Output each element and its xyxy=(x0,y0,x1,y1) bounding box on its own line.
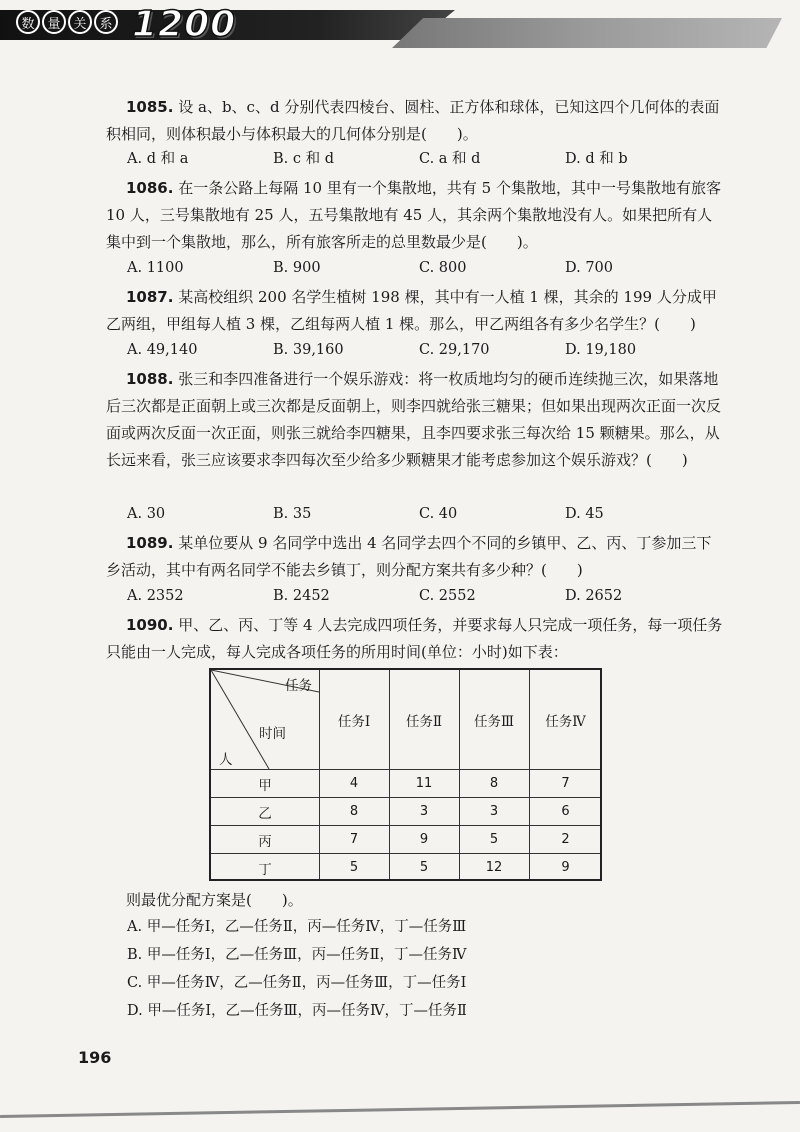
option-b[interactable]: B. 2452 xyxy=(273,588,330,604)
table-cell: 9 xyxy=(419,832,429,847)
table-cell: 5 xyxy=(349,860,359,875)
question-number: 1088. xyxy=(126,370,174,388)
option-d[interactable]: D. d 和 b xyxy=(565,151,628,167)
footer-rule xyxy=(0,1101,800,1118)
option-d[interactable]: D. 19,180 xyxy=(565,342,637,358)
question-number: 1086. xyxy=(126,179,174,197)
option-c[interactable]: C. 800 xyxy=(419,260,467,276)
corner-label-time: 时间 xyxy=(259,726,286,742)
row-person: 丙 xyxy=(258,834,272,850)
header-circle-char: 系 xyxy=(94,10,118,34)
header-circle-char: 量 xyxy=(42,10,66,34)
header-circle-char: 关 xyxy=(68,10,92,34)
option-b[interactable]: B. 39,160 xyxy=(273,342,344,358)
option-c[interactable]: C. 甲—任务Ⅳ，乙—任务Ⅱ，丙—任务Ⅲ，丁—任务Ⅰ xyxy=(127,975,467,991)
table-cell: 9 xyxy=(561,860,570,875)
question-text: 张三和李四准备进行一个娱乐游戏：将一枚质地均匀的硬币连续抛三次，如果落地后三次都是正面朝上或三次都是反面朝上，则李四就给张三糖果；但如果出现两次正面一次反面或两次反面一次正面，则张三就给李四糖果，且李四要求张三每次给 15 颗糖果。那么，从长远来看，张三应该要求李四每次至少给多少颗糖果才能考虑参加这个娱乐游戏？( ) xyxy=(106,370,722,469)
question-number: 1085. xyxy=(126,98,174,116)
question-1090-followup: 则最优分配方案是( )。 xyxy=(126,891,303,909)
question-1088 xyxy=(106,366,726,474)
question-1086 xyxy=(106,175,726,256)
option-b[interactable]: B. 35 xyxy=(273,506,312,522)
option-c[interactable]: C. 40 xyxy=(419,506,458,522)
task-time-table xyxy=(209,668,602,881)
option-a[interactable]: A. 30 xyxy=(127,506,166,522)
row-person: 乙 xyxy=(258,806,272,822)
option-d[interactable]: D. 2652 xyxy=(565,588,623,604)
corner-label-task: 任务 xyxy=(285,678,312,694)
question-text: 甲、乙、丙、丁等 4 人去完成四项任务，并要求每人只完成一项任务，每一项任务只能由一人完成，每人完成各项任务的所用时间(单位：小时)如下表： xyxy=(106,616,723,661)
question-number: 1087. xyxy=(126,288,174,306)
option-c[interactable]: C. 2552 xyxy=(419,588,476,604)
option-d[interactable]: D. 45 xyxy=(565,506,604,522)
row-person: 甲 xyxy=(258,778,272,794)
column-header: 任务Ⅳ xyxy=(545,714,586,730)
table-cell: 8 xyxy=(349,804,359,819)
header-circle-char: 数 xyxy=(16,10,40,34)
question-text: 某单位要从 9 名同学中选出 4 名同学去四个不同的乡镇甲、乙、丙、丁参加三下乡活动，其中有两名同学不能去乡镇丁，则分配方案共有多少种？( ) xyxy=(106,534,712,579)
table-cell: 6 xyxy=(561,804,570,819)
question-text: 在一条公路上每隔 10 里有一个集散地，共有 5 个集散地，其中一号集散地有旅客 10 人，三号集散地有 25 人，五号集散地有 45 人，其余两个集散地没有人。如果把所有人集中到一个集散地，那么，所有旅客所走的总里数最少是( )。 xyxy=(106,179,721,251)
page-header xyxy=(0,0,800,60)
table-cell: 3 xyxy=(489,804,499,819)
question-text: 某高校组织 200 名学生植树 198 棵，其中有一人植 1 棵，其余的 199 人分成甲乙两组，甲组每人植 3 棵，乙组每两人植 1 棵。那么，甲乙两组各有多少名学生？( ) xyxy=(106,288,717,333)
question-text: 设 a、b、c、d 分别代表四棱台、圆柱、正方体和球体，已知这四个几何体的表面积相同，则体积最小与体积最大的几何体分别是( )。 xyxy=(106,98,720,143)
option-b[interactable]: B. 甲—任务Ⅰ，乙—任务Ⅲ，丙—任务Ⅱ，丁—任务Ⅳ xyxy=(127,947,467,963)
option-b[interactable]: B. c 和 d xyxy=(273,151,334,167)
question-1085 xyxy=(106,94,726,148)
header-gray-band xyxy=(392,18,782,48)
option-d[interactable]: D. 甲—任务Ⅰ，乙—任务Ⅲ，丙—任务Ⅳ，丁—任务Ⅱ xyxy=(127,1003,467,1019)
option-a[interactable]: A. 2352 xyxy=(127,588,184,604)
question-1089 xyxy=(106,530,726,584)
table-cell: 3 xyxy=(419,804,429,819)
option-a[interactable]: A. d 和 a xyxy=(127,151,189,167)
option-a[interactable]: A. 1100 xyxy=(127,260,184,276)
table-cell: 7 xyxy=(349,832,359,847)
option-c[interactable]: C. a 和 d xyxy=(419,151,481,167)
header-title-circles xyxy=(16,10,118,34)
option-c[interactable]: C. 29,170 xyxy=(419,342,490,358)
option-a[interactable]: A. 甲—任务Ⅰ，乙—任务Ⅱ，丙—任务Ⅳ，丁—任务Ⅲ xyxy=(127,919,467,935)
table-cell: 4 xyxy=(349,776,359,791)
table-cell: 5 xyxy=(419,860,429,875)
option-d[interactable]: D. 700 xyxy=(565,260,614,276)
table-cell: 5 xyxy=(489,832,499,847)
question-number: 1090. xyxy=(126,616,174,634)
option-b[interactable]: B. 900 xyxy=(273,260,321,276)
table-cell: 12 xyxy=(485,860,503,875)
question-number: 1089. xyxy=(126,534,174,552)
question-1090 xyxy=(106,612,726,666)
table-cell: 7 xyxy=(561,776,570,791)
table-cell: 11 xyxy=(415,776,433,791)
column-header: 任务Ⅲ xyxy=(473,714,515,730)
table-cell: 8 xyxy=(489,776,499,791)
question-1087 xyxy=(106,284,726,338)
column-header: 任务Ⅰ xyxy=(337,714,371,730)
page-number: 196 xyxy=(78,1048,112,1067)
corner-label-person: 人 xyxy=(219,752,233,768)
column-header: 任务Ⅱ xyxy=(405,714,443,730)
option-a[interactable]: A. 49,140 xyxy=(127,342,198,358)
header-number: 1200 xyxy=(132,4,237,45)
row-person: 丁 xyxy=(258,862,272,878)
table-cell: 2 xyxy=(561,832,570,847)
